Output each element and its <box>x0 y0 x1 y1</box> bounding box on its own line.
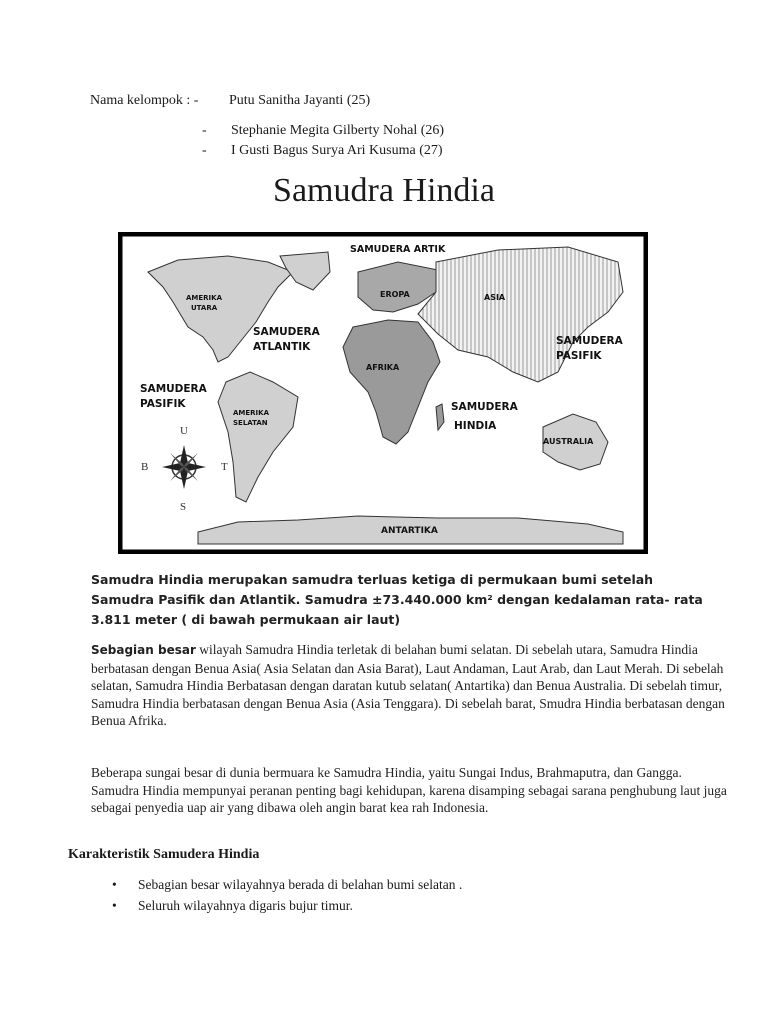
bullet-icon: • <box>112 898 117 913</box>
label-africa: AFRIKA <box>366 363 400 372</box>
list-item-text: Sebagian besar wilayahnya berada di belahan bumi selatan . <box>138 877 463 892</box>
member-name: Stephanie Megita Gilberty Nohal (26) <box>231 123 445 138</box>
label-atlantic-ocean: ATLANTIK <box>253 341 311 353</box>
rivers-paragraph: Beberapa sungai besar di dunia bermuara ke Samudra Hindia, yaitu Sungai Indus, Brahmaputra, dan Gangga. Samudra Hindia mempunyai peranan penting bagi kehidupan, karena disamping sebagai sarana penghubung laut juga sebagai penyedia uap air yang dibawa oleh angin barat kea rah Indonesia. <box>91 765 727 815</box>
label-pacific-ocean-west: SAMUDERA <box>140 383 207 395</box>
label-asia: ASIA <box>484 293 506 302</box>
borders-paragraph-lead: Sebagian besar <box>91 643 196 657</box>
world-map <box>118 232 648 554</box>
compass-west-label: B <box>141 461 149 473</box>
label-europe: EROPA <box>380 290 410 299</box>
label-antarctica: ANTARTIKA <box>381 526 438 536</box>
label-pacific-ocean-east: SAMUDERA <box>556 335 623 347</box>
intro-paragraph: Samudra Hindia merupakan samudra terluas ketiga di permukaan bumi setelah Samudra Pasifik dan Atlantik. Samudra ±73.440.000 km² dengan kedalaman rata- rata 3.811 meter ( di bawah permukaan air laut) <box>91 572 703 627</box>
label-arctic-ocean: SAMUDERA ARTIK <box>350 244 446 255</box>
label-atlantic-ocean: SAMUDERA <box>253 326 320 338</box>
list-item <box>112 895 462 916</box>
bullet-icon: • <box>112 877 117 892</box>
borders-paragraph <box>91 641 731 730</box>
group-label: Nama kelompok : - <box>90 93 199 108</box>
page-title: Samudra Hindia <box>273 172 495 209</box>
characteristics-heading: Karakteristik Samudera Hindia <box>68 847 260 862</box>
compass-north-label: U <box>180 425 188 437</box>
borders-paragraph-text: wilayah Samudra Hindia terletak di belahan bumi selatan. Di sebelah utara, Samudra Hindia berbatasan dengan Benua Asia( Asia Selatan dan Asia Barat), Laut Andaman, Laut Arab, dan Laut Merah. Di sebelah selatan, Samudra Hindia Berbatasan dengan daratan kutub selatan( Antartika) dan Benua Australia. Di sebelah timur, Samudra Hindia berbatasan dengan Benua Asia (Asia Tenggara). Di sebelah barat, Smudra Hindia berbatasan dengan Benua Afrika. <box>91 642 725 728</box>
label-australia: AUSTRALIA <box>543 437 594 446</box>
list-item <box>112 874 462 895</box>
label-indian-ocean: SAMUDERA <box>451 401 518 413</box>
label-north-america: AMERIKA <box>186 294 223 302</box>
list-item-text: Seluruh wilayahnya digaris bujur timur. <box>138 898 353 913</box>
member-dash: - <box>202 123 207 138</box>
compass-south-label: S <box>180 501 187 513</box>
label-pacific-ocean-east: PASIFIK <box>556 350 602 362</box>
member-dash: - <box>202 143 207 158</box>
member-name: Putu Sanitha Jayanti (25) <box>229 93 371 108</box>
label-pacific-ocean-west: PASIFIK <box>140 398 186 410</box>
compass-east-label: T <box>221 461 228 473</box>
characteristics-list <box>112 874 462 916</box>
label-north-america: UTARA <box>191 304 218 312</box>
member-name: I Gusti Bagus Surya Ari Kusuma (27) <box>231 143 443 158</box>
label-indian-ocean: HINDIA <box>454 420 497 432</box>
label-south-america: SELATAN <box>233 419 268 427</box>
label-south-america: AMERIKA <box>233 409 270 417</box>
